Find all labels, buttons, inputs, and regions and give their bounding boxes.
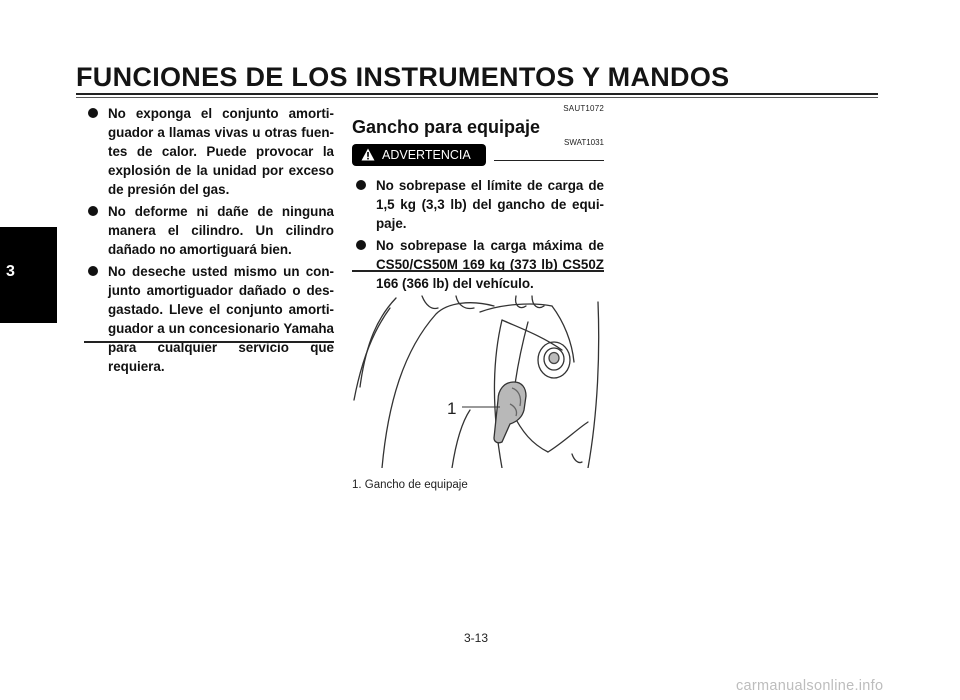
list-item: No exponga el conjunto amorti-guador a llamas vivas u otras fuen-tes de calor. Puede provocar la explosión de la unidad por exceso de presión del gas. bbox=[84, 104, 334, 199]
warning-code: SWAT1031 bbox=[563, 138, 604, 147]
page-number: 3-13 bbox=[464, 631, 489, 645]
warning-label: ADVERTENCIA bbox=[382, 148, 471, 162]
header-rule bbox=[76, 93, 878, 95]
list-item: No deseche usted mismo un con-junto amortiguador dañado o des-gastado. Lleve el conjunto amorti-guador a un concesionario Yamaha para cualquier servicio que requiera. bbox=[84, 262, 334, 376]
warning-badge bbox=[352, 144, 486, 166]
left-column bbox=[84, 104, 334, 379]
bullet-icon bbox=[88, 108, 98, 118]
list-item: No sobrepase el límite de carga de 1,5 kg (3,3 lb) del gancho de equi-paje. bbox=[352, 176, 604, 233]
figure-callout-number: 1 bbox=[447, 399, 457, 418]
bullet-icon bbox=[88, 206, 98, 216]
warning-triangle-icon bbox=[361, 148, 375, 161]
bullet-icon bbox=[356, 240, 366, 250]
warning-list bbox=[352, 176, 604, 293]
list-item: No sobrepase la carga máxima de CS50/CS50M 169 kg (373 lb) CS50Z 166 (366 lb) del vehículo. bbox=[352, 236, 604, 293]
luggage-hook-illustration bbox=[352, 292, 604, 468]
warning-header bbox=[352, 144, 604, 170]
warning-end-rule bbox=[352, 270, 604, 272]
page-header-title: FUNCIONES DE LOS INSTRUMENTOS Y MANDOS bbox=[76, 62, 730, 92]
chapter-number: 3 bbox=[6, 263, 15, 280]
figure-caption: 1. Gancho de equipaje bbox=[352, 479, 468, 491]
section-code: SAUT1072 bbox=[563, 104, 604, 113]
warning-rule bbox=[494, 160, 604, 161]
chapter-tab bbox=[0, 227, 57, 323]
watermark: carmanualsonline.info bbox=[736, 678, 884, 694]
scooter-line-drawing bbox=[352, 292, 604, 468]
header-rule-thin bbox=[76, 97, 878, 98]
bullet-icon bbox=[356, 180, 366, 190]
section-title: Gancho para equipaje bbox=[352, 117, 541, 137]
right-column bbox=[352, 104, 604, 296]
section-end-rule bbox=[84, 341, 334, 343]
bullet-icon bbox=[88, 266, 98, 276]
list-item: No deforme ni dañe de ninguna manera el cilindro. Un cilindro dañado no amortiguará bien. bbox=[84, 202, 334, 259]
caution-list bbox=[84, 104, 334, 376]
